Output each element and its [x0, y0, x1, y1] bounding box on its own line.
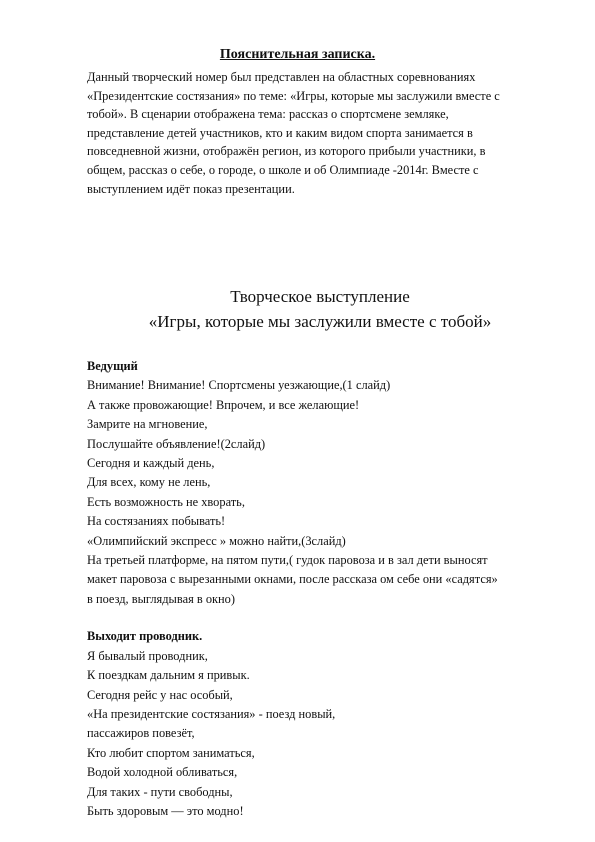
script-line: К поездкам дальним я привык. — [87, 668, 250, 683]
script-line: Замрите на мгновение, — [87, 417, 208, 432]
title-line: «Игры, которые мы заслужили вместе с тобой» — [148, 312, 492, 331]
note-line: тобой». В сценарии отображена тема: рассказ о спортсмене земляке, — [87, 107, 449, 122]
note-line: представление детей участников, кто и каким видом спорта занимается в — [87, 125, 473, 140]
script-line: Сегодня и каждый день, — [87, 456, 215, 471]
script-line: На третьей платформе, на пятом пути,( гудок паровоза и в зал дети выносят — [87, 553, 488, 568]
script-line: Есть возможность не хворать, — [87, 494, 245, 509]
note-line: выступлением идёт показ презентации. — [87, 181, 295, 196]
script-line: Внимание! Внимание! Спортсмены уезжающие,(1 слайд) — [87, 378, 391, 393]
script-line: пассажиров повезёт, — [87, 726, 195, 741]
speaker-name: Выходит проводник. — [87, 629, 203, 644]
note-line: Данный творческий номер был представлен на областных соревнованиях — [87, 70, 476, 84]
section-gap — [87, 609, 567, 627]
script-body — [87, 357, 567, 821]
script-line: Для таких - пути свободны, — [87, 784, 233, 799]
script-line: «На президентские состязания» - поезд новый, — [87, 706, 336, 721]
script-line: На состязаниях побывать! — [87, 514, 226, 529]
explanatory-note — [87, 68, 557, 198]
script-line: Я бывалый проводник, — [87, 648, 208, 663]
note-line: повседневной жизни, отображён регион, из которого прибыли участники, в — [87, 144, 486, 159]
script-line: Сегодня рейс у нас особый, — [87, 687, 233, 702]
script-line: Для всех, кому не лень, — [87, 475, 211, 490]
note-line: «Президентские состязания» по теме: «Игры, которые мы заслужили вместе с — [87, 88, 500, 103]
script-line: макет паровоза с вырезанными окнами, после рассказа ом себе они «садятся» — [87, 572, 498, 587]
script-line: А также провожающие! Впрочем, и все желающие! — [87, 397, 360, 412]
note-line: общем, рассказ о себе, о городе, о школе и об Олимпиаде -2014г. Вместе с — [87, 162, 479, 177]
script-line: в поезд, выглядывая в окно) — [87, 591, 235, 606]
script-line: Послушайте объявление!(2слайд) — [87, 436, 266, 451]
title-line: Творческое выступление — [230, 287, 410, 306]
script-line: Быть здоровым — это модно! — [87, 803, 244, 818]
performance-title — [0, 284, 595, 334]
explanatory-note-heading: Пояснительная записка. — [219, 47, 376, 62]
speaker-name: Ведущий — [87, 359, 138, 373]
script-line: Кто любит спортом заниматься, — [87, 745, 255, 760]
script-line: «Олимпийский экспресс » можно найти,(3слайд) — [87, 533, 346, 548]
script-line: Водой холодной обливаться, — [87, 765, 238, 780]
